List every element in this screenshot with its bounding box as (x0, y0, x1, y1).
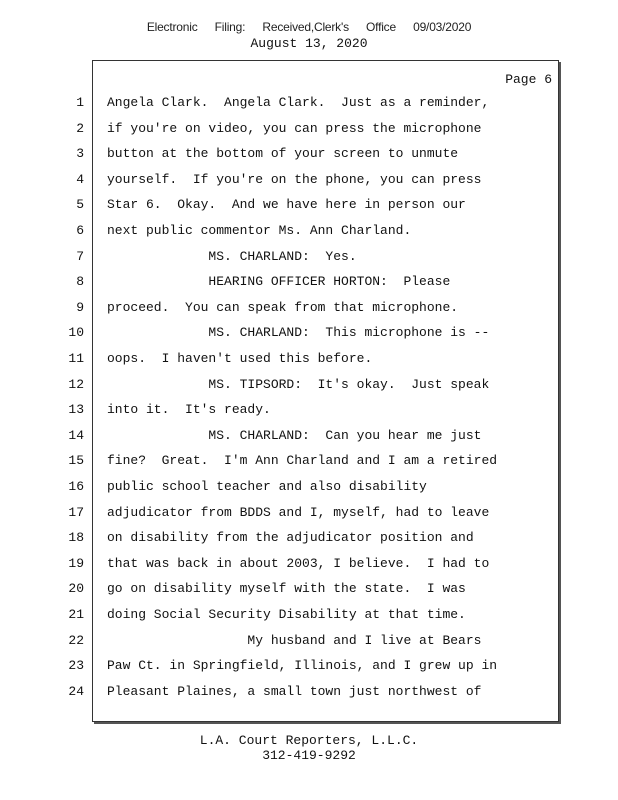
line-text: if you're on video, you can press the microphone (107, 120, 482, 136)
stamp-electronic: Electronic (146, 20, 198, 34)
stamp-date: 09/03/2020 (413, 20, 472, 34)
stamp-received: Received,Clerk's (262, 20, 349, 34)
line-number: 21 (68, 607, 84, 622)
page-number: Page 6 (505, 72, 552, 87)
transcript-line (0, 581, 618, 599)
line-number: 3 (76, 146, 84, 162)
line-number: 22 (68, 632, 84, 648)
line-number: 7 (76, 248, 84, 264)
stamp-office: Office (366, 20, 396, 34)
footer-phone: 312-419-9292 (262, 748, 356, 763)
line-text: proceed. You can speak from that microphone. (107, 299, 459, 315)
line-text: adjudicator from BDDS and I, myself, had to leave (107, 504, 490, 520)
line-text: Paw Ct. in Springfield, Illinois, and I grew up in (107, 658, 498, 674)
filing-stamp (0, 20, 618, 34)
line-number: 5 (76, 197, 84, 213)
line-text: public school teacher and also disability (107, 479, 427, 494)
line-number: 9 (76, 299, 84, 315)
line-number: 11 (68, 351, 84, 366)
line-text: MS. CHARLAND: Yes. (107, 248, 357, 264)
transcript-line (0, 428, 618, 446)
transcript-date: August 13, 2020 (250, 36, 368, 51)
line-text: HEARING OFFICER HORTON: Please (107, 274, 451, 290)
line-text: MS. CHARLAND: This microphone is -- (107, 325, 490, 341)
transcript-line (0, 223, 618, 241)
transcript-line (0, 402, 618, 420)
transcript-line (0, 556, 618, 574)
line-number: 8 (76, 274, 84, 290)
transcript-line (0, 351, 618, 369)
transcript-line (0, 274, 618, 292)
line-text: doing Social Security Disability at that time. (107, 607, 466, 622)
line-number: 15 (68, 453, 84, 469)
transcript-line (0, 249, 618, 267)
line-number: 20 (68, 581, 84, 597)
transcript-line (0, 377, 618, 395)
line-number: 10 (68, 325, 84, 341)
line-text: oops. I haven't used this before. (107, 351, 373, 366)
line-number: 2 (76, 120, 84, 136)
line-text: button at the bottom of your screen to unmute (107, 146, 459, 162)
line-text: Pleasant Plaines, a small town just northwest of (107, 683, 482, 699)
line-text: fine? Great. I'm Ann Charland and I am a retired (107, 453, 498, 469)
line-text: go on disability myself with the state. I was (107, 581, 466, 597)
line-text: Star 6. Okay. And we have here in person our (107, 197, 466, 213)
line-number: 14 (68, 427, 84, 443)
line-text: into it. It's ready. (107, 402, 271, 418)
line-text: that was back in about 2003, I believe. I had to (107, 555, 490, 571)
transcript-line (0, 146, 618, 164)
transcript-line (0, 300, 618, 318)
transcript-line (0, 505, 618, 523)
line-number: 18 (68, 530, 84, 546)
line-number: 24 (68, 683, 84, 699)
transcript-line (0, 684, 618, 702)
line-number: 12 (68, 376, 84, 392)
line-number: 1 (76, 95, 84, 110)
transcript-line (0, 633, 618, 651)
transcript-line (0, 172, 618, 190)
line-text: on disability from the adjudicator position and (107, 530, 474, 546)
line-number: 6 (76, 223, 84, 238)
stamp-filing: Filing: (214, 20, 246, 34)
line-number: 23 (68, 658, 84, 674)
line-text: MS. CHARLAND: Can you hear me just (107, 427, 482, 443)
transcript-line (0, 121, 618, 139)
transcript-line (0, 197, 618, 215)
transcript-line (0, 453, 618, 471)
line-text: next public commentor Ms. Ann Charland. (107, 223, 412, 238)
transcript-line (0, 325, 618, 343)
line-text: My husband and I live at Bears (107, 632, 482, 648)
transcript-line (0, 607, 618, 625)
line-number: 4 (76, 171, 84, 187)
line-number: 13 (68, 402, 84, 418)
line-text: MS. TIPSORD: It's okay. Just speak (107, 376, 490, 392)
transcript-line (0, 479, 618, 497)
line-number: 16 (68, 479, 84, 494)
footer-company: L.A. Court Reporters, L.L.C. (199, 733, 419, 748)
line-text: yourself. If you're on the phone, you can press (107, 171, 482, 187)
transcript-line (0, 530, 618, 548)
transcript-line (0, 95, 618, 113)
line-text: Angela Clark. Angela Clark. Just as a reminder, (107, 95, 490, 110)
transcript-line (0, 658, 618, 676)
line-number: 19 (68, 555, 84, 571)
line-number: 17 (68, 504, 84, 520)
